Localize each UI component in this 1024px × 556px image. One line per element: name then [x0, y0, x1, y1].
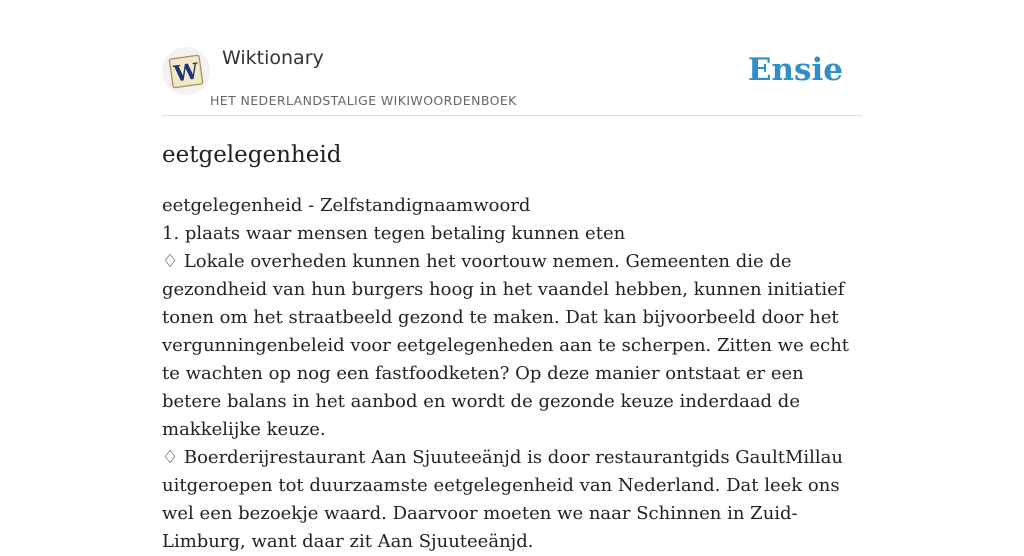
header-divider	[162, 115, 862, 116]
example-sentence: ♢ Boerderijrestaurant Aan Sjuuteeänjd is door restaurantgids GaultMillau uitgeroepen tot duurzaamste eetgelegenheid van Nederland. Dat leek ons wel een bezoekje waard. Daarvoor moeten we naar Schinnen in Zuid-Limburg, want daar zit Aan Sjuuteeänjd.	[162, 447, 843, 552]
ensie-brand-logo[interactable]: Ensie	[747, 52, 843, 88]
entry-headword: eetgelegenheid - Zelfstandignaamwoord	[162, 195, 531, 216]
logo-letter: W	[172, 58, 201, 88]
page-title: eetgelegenheid	[162, 142, 342, 168]
site-name[interactable]: Wiktionary	[222, 47, 324, 69]
wiktionary-logo-icon	[162, 47, 210, 95]
example-sentence: ♢ Lokale overheden kunnen het voortouw nemen. Gemeenten die de gezondheid van hun burgers hoog in het vaandel hebben, kunnen initiatief tonen om het straatbeeld gezond te maken. Dat kan bijvoorbeeld door het vergunningenbeleid voor eetgelegenheden aan te scherpen. Zitten we echt te wachten op nog een fastfoodketen? Op deze manier ontstaat er een betere balans in het aanbod en wordt de gezonde keuze inderdaad de makkelijke keuze.	[162, 251, 850, 440]
site-tagline: HET NEDERLANDSTALIGE WIKIWOORDENBOEK	[210, 93, 517, 108]
entry-content	[162, 192, 862, 556]
wiktionary-logo[interactable]	[162, 47, 210, 95]
entry-definition: 1. plaats waar mensen tegen betaling kunnen eten	[162, 223, 626, 244]
